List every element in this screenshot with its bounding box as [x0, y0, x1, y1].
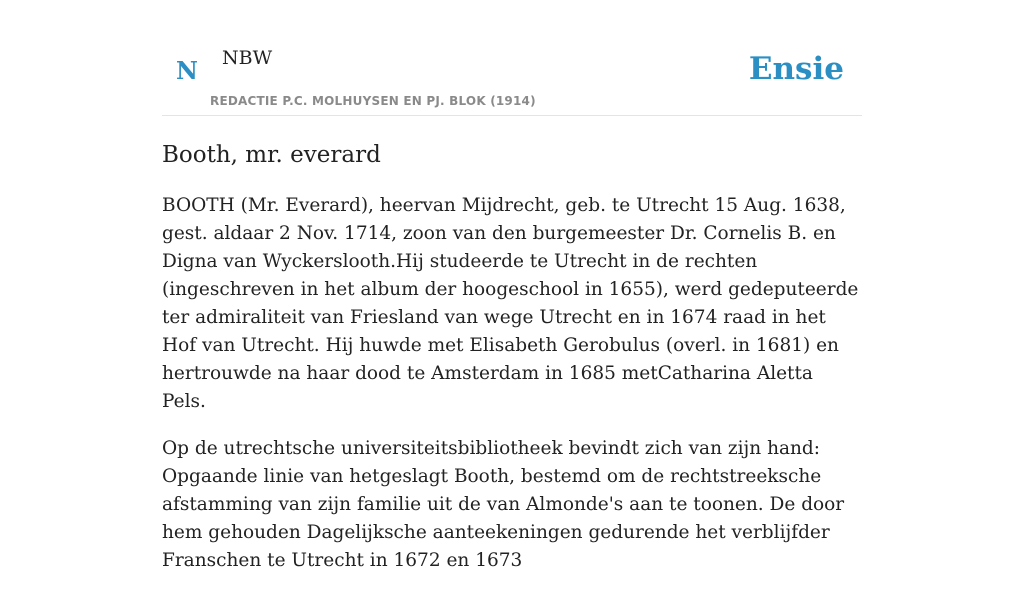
source-subtitle: REDACTIE P.C. MOLHUYSEN EN PJ. BLOK (1914) [210, 94, 536, 108]
source-header [162, 40, 862, 116]
article-body [162, 192, 862, 594]
source-title[interactable]: NBW [222, 47, 273, 69]
article-paragraph: BOOTH (Mr. Everard), heervan Mijdrecht, geb. te Utrecht 15 Aug. 1638, gest. aldaar 2 Nov. 1714, zoon van den burgemeester Dr. Cornelis B. en Digna van Wyckerslooth.Hij studeerde te Utrecht in de rechten (ingeschreven in het album der hoogeschool in 1655), werd gedeputeerde ter admiraliteit van Friesland van wege Utrecht en in 1674 raad in het Hof van Utrecht. Hij huwde met Elisabeth Gerobulus (overl. in 1681) en hertrouwde na haar dood te Amsterdam in 1685 metCatharina Aletta Pels. [162, 195, 859, 412]
source-logo[interactable]: N [176, 56, 198, 85]
brand-logo[interactable]: Ensie [748, 51, 844, 87]
article-paragraph: Op de utrechtsche universiteitsbibliotheek bevindt zich van zijn hand: Opgaande linie van hetgeslagt Booth, bestemd om de rechtstreeksche afstamming van zijn familie uit de van Almonde's aan te toonen. De door hem gehouden Dagelijksche aanteekeningen gedurende het verblijfder Franschen te Utrecht in 1672 en 1673 [162, 438, 845, 571]
article-title: Booth, mr. everard [162, 142, 381, 168]
